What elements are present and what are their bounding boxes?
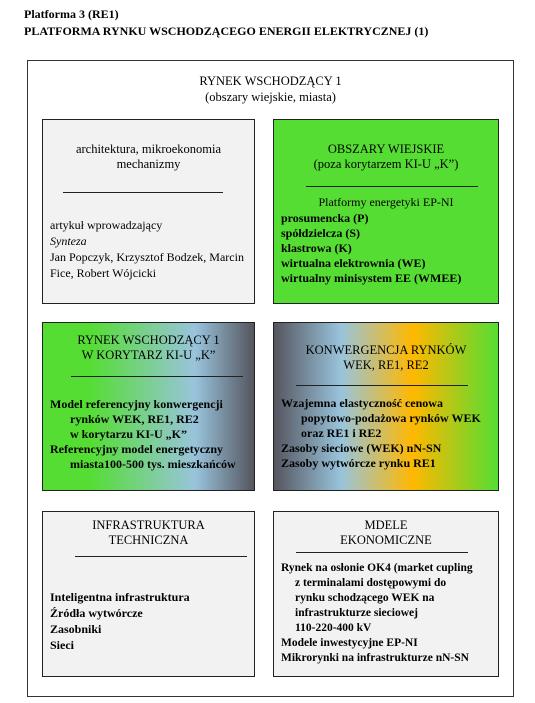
body-line: Zasobniki — [50, 622, 102, 636]
divider — [306, 186, 478, 187]
infrastructure-body — [50, 589, 190, 653]
architecture-body — [50, 217, 244, 281]
convergence-title-line: KONWERGENCJA RYNKÓW — [305, 343, 467, 357]
rural-body — [274, 195, 498, 210]
divider — [71, 376, 243, 377]
page-title: PLATFORMA RYNKU WSCHODZĄCEGO ENERGII ELEKTRYCZNEJ (1) — [24, 24, 429, 38]
body-line: prosumencka (P) — [281, 211, 369, 225]
body-line: w korytarzu KI-U „K” — [70, 427, 187, 441]
body-line: Modele inwestycyjne EP-NI — [281, 637, 418, 649]
body-line: artykuł wprowadzający — [50, 218, 163, 232]
models-title — [274, 518, 498, 548]
body-line: rynków WEK, RE1, RE2 — [70, 412, 199, 426]
architecture-title-line: architektura, mikroekonomia — [75, 142, 222, 156]
divider — [63, 192, 223, 193]
body-line: Fice, Robert Wójcicki — [50, 266, 157, 280]
body-line: Rynek na osłonie OK4 (market cupling — [281, 562, 473, 574]
body-line: oraz RE1 i RE2 — [301, 426, 382, 440]
body-line: Mikrorynki na infrastrukturze nN-SN — [281, 652, 469, 664]
architecture-box — [42, 119, 255, 304]
divider — [75, 556, 247, 557]
rural-title-line: (poza korytarzem KI-U „K”) — [313, 157, 459, 171]
body-line: Jan Popczyk, Krzysztof Bodzek, Marcin — [50, 250, 244, 264]
convergence-title — [274, 343, 498, 373]
models-title-line: MDELE — [364, 518, 408, 532]
body-line: Zasoby wytwórcze rynku RE1 — [281, 456, 436, 470]
body-line: wirtualna elektrownia (WE) — [281, 256, 426, 270]
body-line: Zasoby sieciowe (WEK) nN-SN — [281, 441, 442, 455]
convergence-title-line: WEK, RE1, RE2 — [343, 358, 429, 372]
rural-title-line: OBSZARY WIEJSKIE — [327, 142, 445, 156]
economic-models-box — [273, 511, 499, 677]
body-line: 110-220-400 kV — [295, 622, 372, 634]
infrastructure-title-line: INFRASTRUKTURA — [92, 518, 205, 532]
body-line: Źródła wytwórcze — [50, 606, 143, 620]
corridor-body — [50, 397, 236, 472]
divider — [296, 385, 468, 386]
corridor-title-line: W KORYTARZ KI-U „K” — [81, 348, 216, 362]
rural-title — [274, 142, 498, 172]
market-convergence-box — [273, 322, 499, 491]
platform-label: Platforma 3 (RE1) — [24, 7, 119, 21]
body-line: spółdzielcza (S) — [281, 226, 360, 240]
body-line: Inteligentna infrastruktura — [50, 590, 190, 604]
body-line: infrastrukturze sieciowej — [295, 607, 418, 619]
architecture-title-line: mechanizmy — [116, 157, 181, 171]
models-title-line: EKONOMICZNE — [340, 533, 432, 547]
frame-title: RYNEK WSCHODZĄCY 1 — [199, 74, 342, 88]
technical-infrastructure-box — [42, 511, 255, 677]
body-line: rynku schodzącego WEK na — [295, 592, 435, 604]
body-line: popytowo-podażowa rynków WEK — [301, 411, 481, 425]
body-line: Synteza — [50, 234, 87, 248]
convergence-body — [281, 396, 481, 471]
rural-platform-list — [281, 211, 461, 286]
rural-areas-box — [273, 119, 499, 304]
body-line: Referencyjny model energetyczny — [50, 442, 224, 456]
body-line: wirtualny minisystem EE (WMEE) — [281, 271, 462, 285]
body-line: klastrowa (K) — [281, 241, 352, 255]
infrastructure-title-line: TECHNICZNA — [108, 533, 189, 547]
body-line: Model referencyjny konwergencji — [50, 397, 223, 411]
infrastructure-title — [43, 518, 254, 548]
market-frame — [27, 60, 514, 697]
body-line: z terminalami dostępowymi do — [295, 577, 447, 589]
body-line: Wzajemna elastyczność cenowa — [281, 396, 443, 410]
corridor-title-line: RYNEK WSCHODZĄCY 1 — [77, 333, 220, 347]
frame-subtitle: (obszary wiejskie, miasta) — [205, 90, 336, 104]
divider — [296, 552, 468, 553]
architecture-title — [43, 142, 254, 172]
corridor-market-box — [42, 322, 255, 491]
models-body — [281, 561, 473, 666]
body-line: miasta100-500 tys. mieszkańców — [70, 457, 236, 471]
body-line: Platformy energetyki EP-NI — [318, 195, 454, 209]
body-line: Sieci — [50, 638, 74, 652]
corridor-title — [43, 333, 254, 363]
